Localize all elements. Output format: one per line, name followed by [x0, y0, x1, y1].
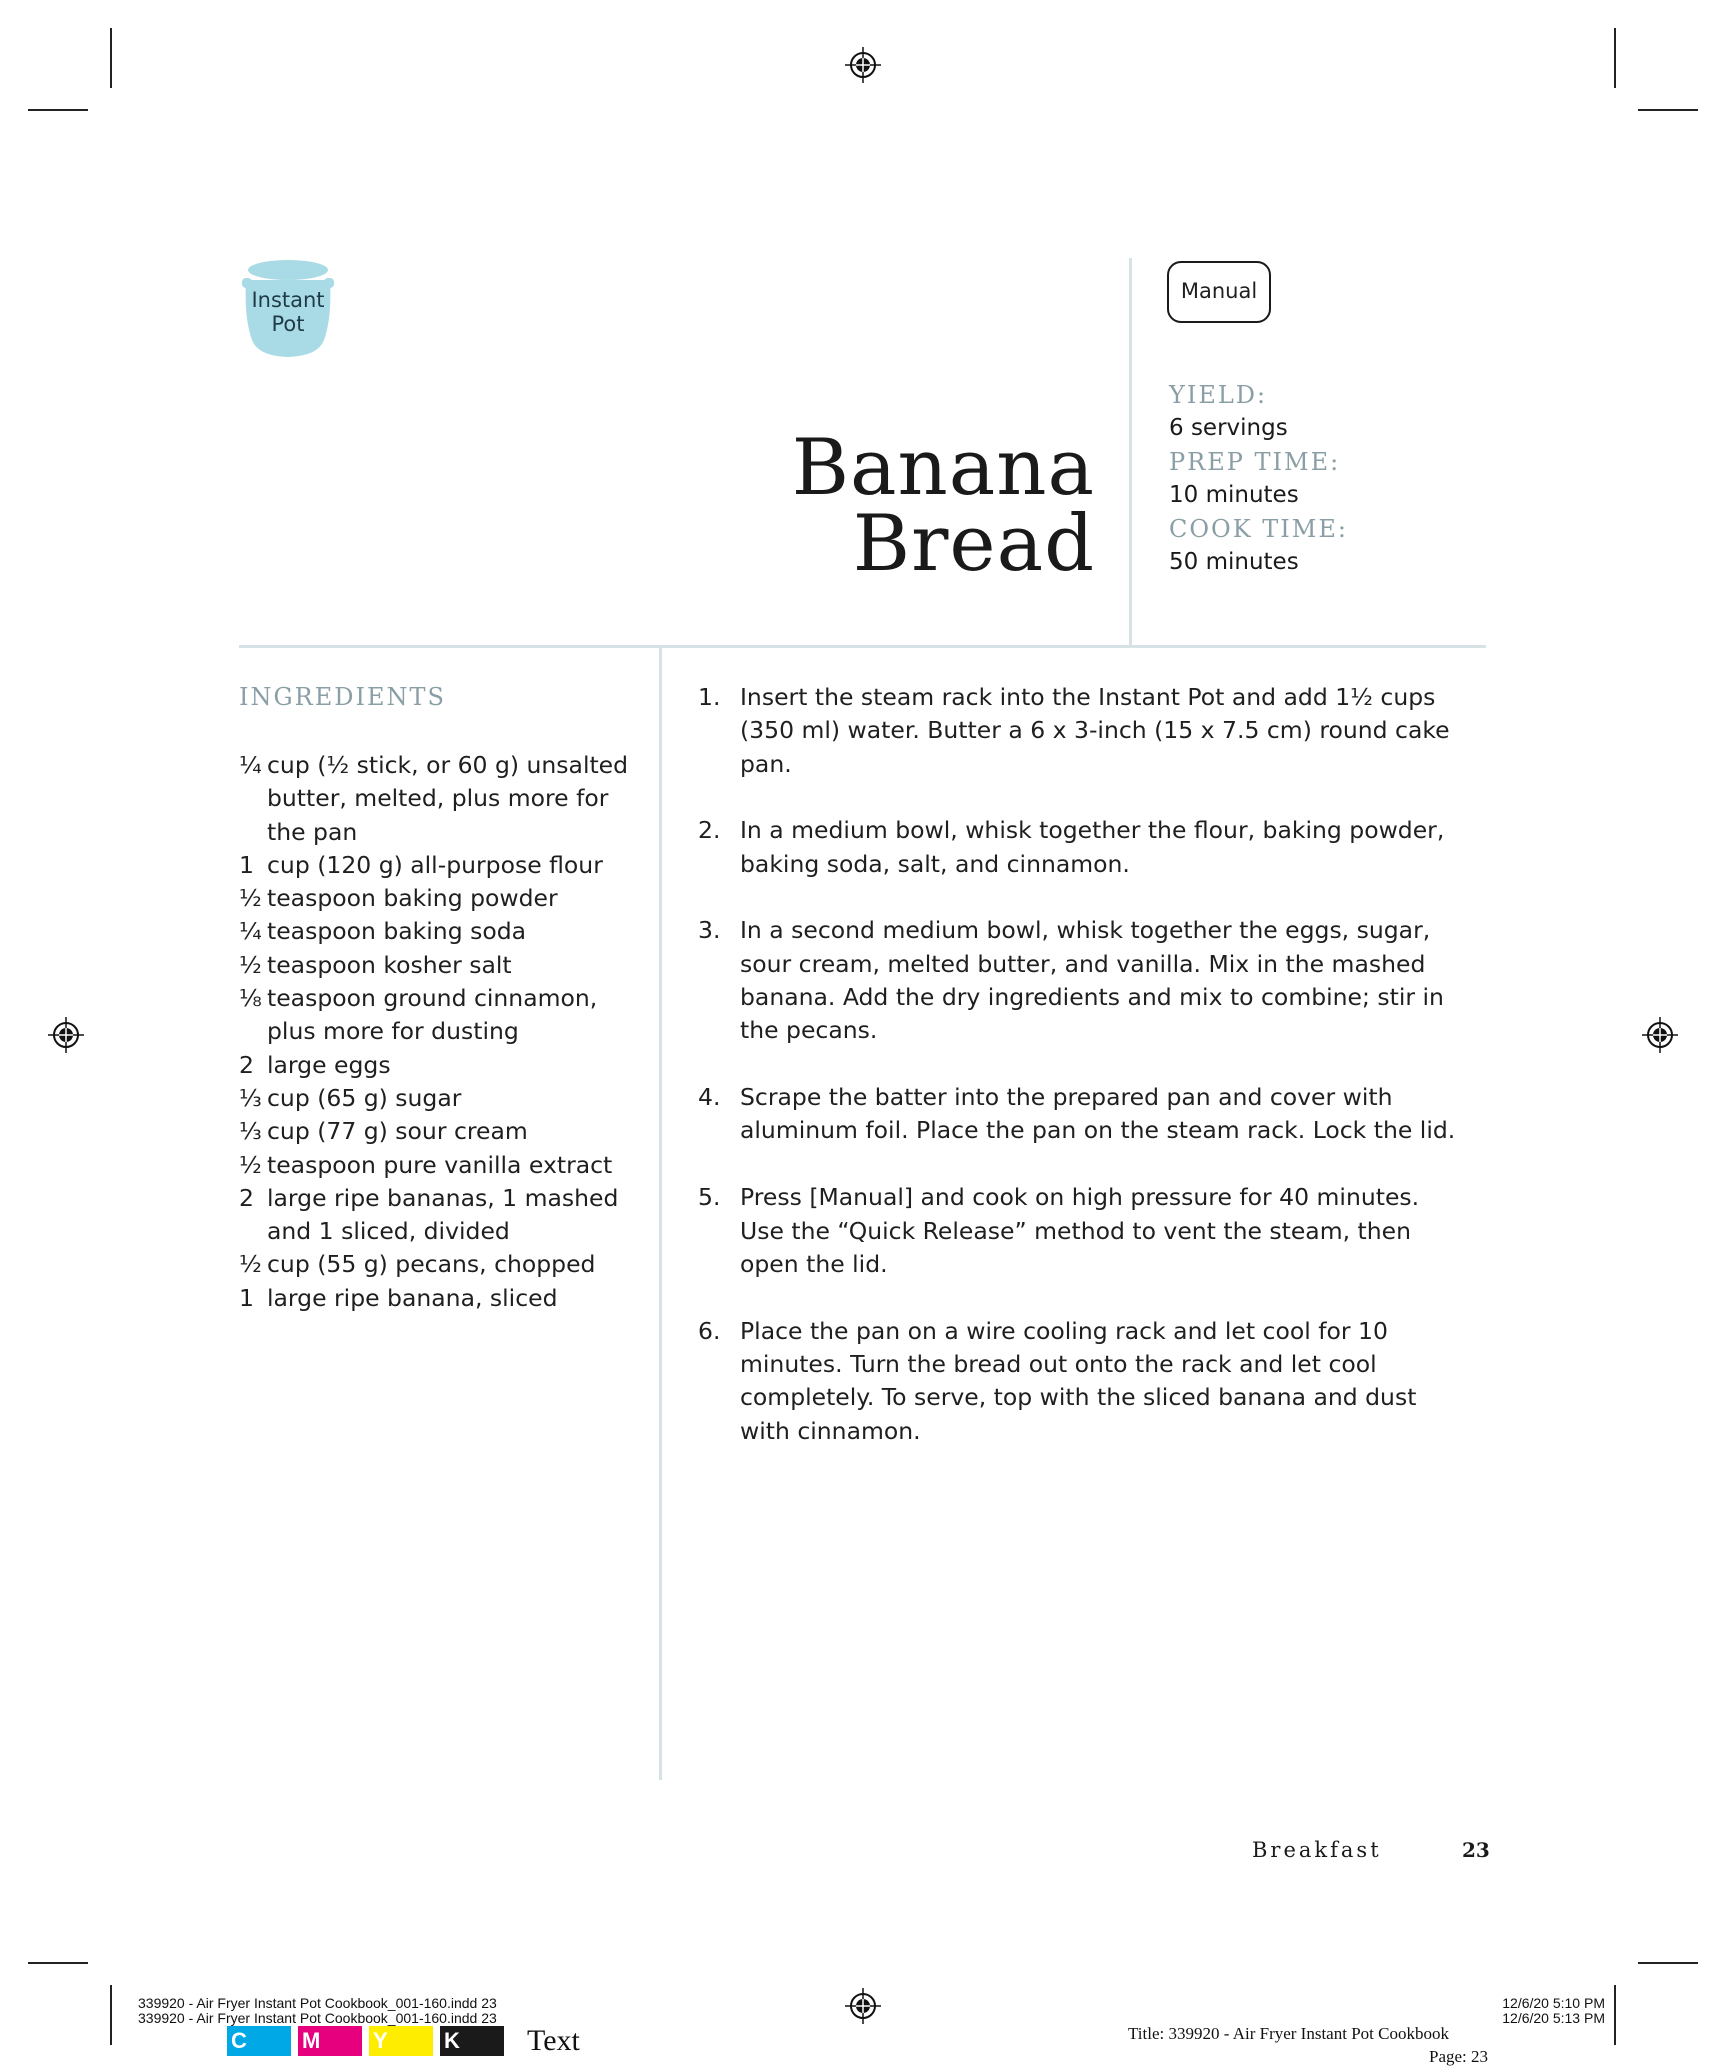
page-number: 23	[1462, 1838, 1490, 1862]
ingredient-item	[239, 849, 639, 882]
recipe-title-line: Banana	[791, 423, 1095, 513]
ingredient-item	[239, 1049, 639, 1082]
slug-page: Page: 23	[1429, 2047, 1489, 2066]
slug-file-line: 339920 - Air Fryer Instant Pot Cookbook_001-160.indd 23	[138, 2010, 497, 2026]
step-text: In a second medium bowl, whisk together the eggs, sugar, sour cream, melted butter, and vanilla. Mix in the mashed banana. Add the dry ingredients and mix to combine; stir in the pecans.	[740, 916, 1444, 1045]
ingredient-quantity: ½	[239, 950, 262, 979]
ingredient-text: cup (55 g) pecans, chopped	[267, 1250, 596, 1279]
ingredient-text: teaspoon ground cinnamon, plus more for dusting	[267, 984, 598, 1046]
crop-mark	[1638, 1962, 1698, 1964]
swatch-yellow: Y	[369, 2026, 433, 2056]
ingredient-text: large ripe bananas, 1 mashed and 1 sliced, divided	[267, 1183, 619, 1246]
ingredients-list	[239, 749, 639, 1315]
recipe-title	[791, 423, 1095, 589]
step-text: Insert the steam rack into the Instant Pot and add 1½ cups (350 ml) water. Butter a 6 x 3-inch (15 x 7.5 cm) round cake pan.	[740, 683, 1450, 778]
footer-section-name: Breakfast	[1252, 1838, 1382, 1862]
crop-mark	[1614, 28, 1616, 88]
slug-file-info	[138, 1996, 497, 2026]
plate-label: Text	[527, 2024, 580, 2057]
ingredient-item	[239, 1082, 639, 1115]
ingredient-item	[239, 1248, 639, 1281]
logo-line: Pot	[271, 312, 305, 336]
recipe-meta	[1169, 378, 1469, 579]
ingredient-quantity: ¼	[239, 917, 262, 946]
header-divider-horizontal	[239, 645, 1486, 648]
ingredient-item	[239, 1282, 639, 1315]
ingredient-quantity: ⅛	[239, 984, 262, 1013]
step-number: 4.	[698, 1083, 721, 1112]
ingredient-quantity: ½	[239, 884, 262, 913]
slug-file-line: 339920 - Air Fryer Instant Pot Cookbook_001-160.indd 23	[138, 1995, 497, 2011]
step-number: 2.	[698, 816, 721, 845]
ingredient-text: cup (77 g) sour cream	[267, 1117, 528, 1146]
step-text: Scrape the batter into the prepared pan and cover with aluminum foil. Place the pan on the steam rack. Lock the lid.	[740, 1083, 1456, 1145]
step-text: Place the pan on a wire cooling rack and let cool for 10 minutes. Turn the bread out onto the rack and let cool completely. To serve, top with the sliced banana and dust with cinnamon.	[740, 1316, 1417, 1445]
step-number: 1.	[698, 683, 721, 711]
step-number: 6.	[698, 1316, 721, 1345]
swatch-black: K	[440, 2026, 504, 2056]
header-divider-vertical	[1129, 258, 1132, 648]
ingredient-text: cup (½ stick, or 60 g) unsalted butter, melted, plus more for the pan	[267, 751, 629, 846]
ingredient-quantity: 2	[239, 1183, 254, 1212]
prep-time-label: PREP TIME:	[1169, 448, 1341, 476]
ingredient-quantity: ⅓	[239, 1083, 262, 1112]
ingredient-text: teaspoon kosher salt	[267, 950, 512, 979]
slug-date-line: 12/6/20 5:10 PM	[1502, 1995, 1605, 2011]
ingredient-item	[239, 749, 639, 849]
ingredients-heading: INGREDIENTS	[239, 683, 446, 711]
ingredient-text: large eggs	[267, 1050, 391, 1079]
registration-mark-icon	[845, 47, 881, 83]
ingredient-quantity: 2	[239, 1050, 254, 1079]
instruction-step	[698, 681, 1458, 781]
crop-mark	[110, 1985, 112, 2045]
instruction-step	[698, 1181, 1458, 1281]
ingredient-item	[239, 1149, 639, 1182]
crop-mark	[28, 109, 88, 111]
slug-title: Title: 339920 - Air Fryer Instant Pot Cookbook	[1128, 2024, 1449, 2043]
crop-mark	[28, 1962, 88, 1964]
swatch-magenta: M	[298, 2026, 362, 2056]
instruction-step	[698, 1315, 1458, 1448]
ingredient-text: large ripe banana, sliced	[267, 1283, 558, 1312]
registration-mark-icon	[845, 1988, 881, 2024]
instruction-step	[698, 914, 1458, 1047]
step-text: In a medium bowl, whisk together the flour, baking powder, baking soda, salt, and cinnamon.	[740, 816, 1445, 878]
ingredient-quantity: 1	[239, 850, 254, 879]
slug-date-line: 12/6/20 5:13 PM	[1502, 2010, 1605, 2026]
ingredient-text: teaspoon baking powder	[267, 884, 558, 913]
step-text: Press [Manual] and cook on high pressure for 40 minutes. Use the “Quick Release” method to vent the steam, then open the lid.	[740, 1183, 1420, 1278]
ingredient-quantity: 1	[239, 1283, 254, 1312]
logo-text	[238, 288, 338, 336]
instant-pot-logo	[238, 258, 338, 360]
ingredient-item	[239, 915, 639, 948]
swatch-cyan: C	[227, 2026, 291, 2056]
yield-label: YIELD:	[1169, 381, 1268, 409]
ingredient-quantity: ½	[239, 1150, 262, 1179]
step-number: 5.	[698, 1183, 721, 1212]
ingredient-text: cup (65 g) sugar	[267, 1083, 462, 1112]
slug-date-info	[1502, 1996, 1605, 2026]
registration-mark-icon	[1642, 1017, 1678, 1053]
prep-time-value: 10 minutes	[1169, 482, 1299, 508]
instruction-step	[698, 814, 1458, 881]
instructions-list	[698, 681, 1458, 1481]
ingredient-text: teaspoon pure vanilla extract	[267, 1150, 613, 1179]
cook-time-label: COOK TIME:	[1169, 515, 1348, 543]
yield-value: 6 servings	[1169, 415, 1288, 441]
ingredient-item	[239, 949, 639, 982]
ingredient-item	[239, 982, 639, 1049]
ingredient-item	[239, 882, 639, 915]
step-number: 3.	[698, 916, 721, 945]
logo-line: Instant	[251, 288, 325, 312]
ingredient-quantity: ½	[239, 1250, 262, 1279]
crop-mark	[1638, 109, 1698, 111]
ingredient-quantity: ¼	[239, 751, 262, 779]
cook-time-value: 50 minutes	[1169, 549, 1299, 575]
crop-mark	[1614, 1985, 1616, 2045]
ingredient-item	[239, 1115, 639, 1148]
ingredient-text: teaspoon baking soda	[267, 917, 527, 946]
ingredient-quantity: ⅓	[239, 1117, 262, 1146]
ingredient-item	[239, 1182, 639, 1249]
recipe-title-line: Bread	[852, 499, 1095, 589]
ingredient-text: cup (120 g) all-purpose flour	[267, 850, 603, 879]
column-divider	[659, 648, 662, 1780]
crop-mark	[110, 28, 112, 88]
cooking-mode-badge: Manual	[1167, 261, 1271, 323]
registration-mark-icon	[48, 1017, 84, 1053]
instruction-step	[698, 1081, 1458, 1148]
